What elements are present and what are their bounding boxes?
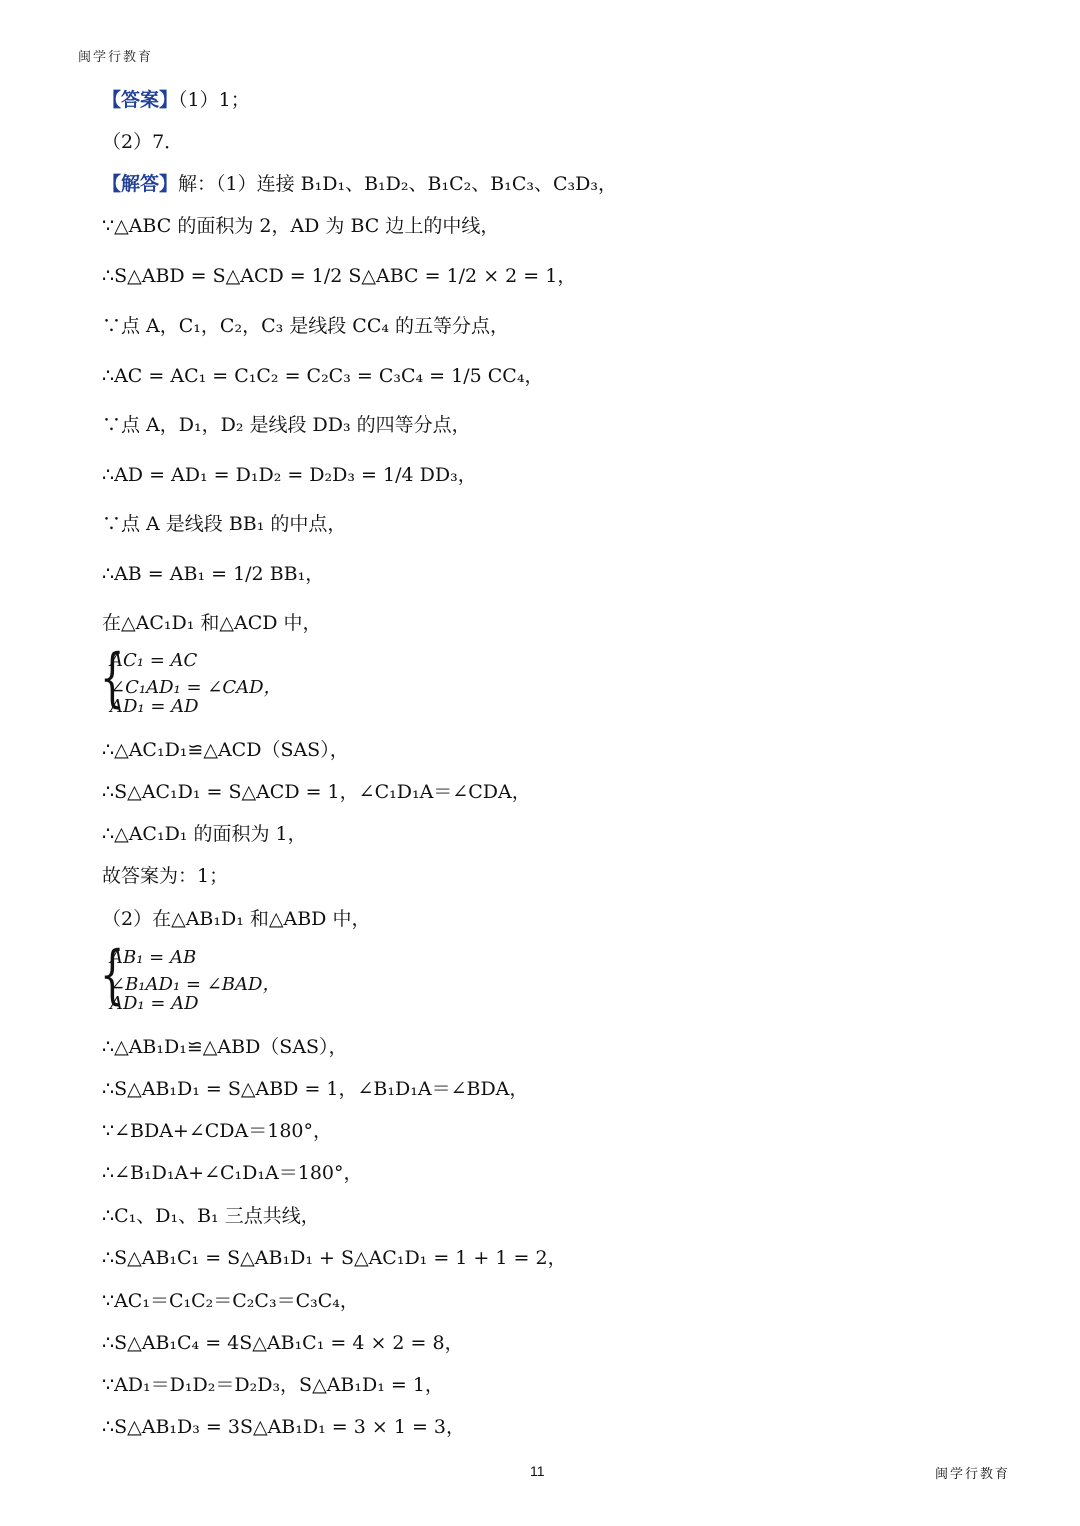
solution-line: ∴△AC₁D₁≌△ACD（SAS）， [102, 739, 349, 761]
solution-line: ∴C₁、D₁、B₁ 三点共线， [102, 1205, 320, 1227]
solution-line: ∴S△AC₁D₁ = S△ACD = 1，∠C₁D₁A＝∠CDA， [102, 781, 531, 803]
solution-line: ∵点 A，D₁，D₂ 是线段 DD₃ 的四等分点， [102, 414, 471, 436]
system-row: AC₁ = AC [110, 650, 198, 671]
answer-tag: 【答案】 [102, 89, 179, 111]
page-number: 11 [530, 1463, 545, 1479]
header-brand: 闽学行教育 [78, 50, 154, 65]
solution-line: ∴S△ABD = S△ACD = 1/2 S△ABC = 1/2 × 2 = 1， [102, 265, 577, 287]
solution-line: ∴AC = AC₁ = C₁C₂ = C₂C₃ = C₃C₄ = 1/5 CC₄， [102, 365, 544, 387]
solution-tag: 【解答】 [102, 173, 179, 195]
solution-intro-text: 解：（1）连接 B₁D₁、B₁D₂、B₁C₂、B₁C₃、C₃D₃， [178, 173, 617, 195]
solution-line: ∵点 A 是线段 BB₁ 的中点， [102, 513, 347, 535]
system-row: AD₁ = AD [110, 993, 199, 1014]
solution-line: ∴AD = AD₁ = D₁D₂ = D₂D₃ = 1/4 DD₃， [102, 464, 477, 486]
solution-line: ∴S△AB₁D₁ = S△ABD = 1，∠B₁D₁A＝∠BDA， [102, 1078, 529, 1100]
solution-line: ∵AD₁＝D₁D₂＝D₂D₃，S△AB₁D₁ = 1， [102, 1374, 444, 1396]
brace-icon: { [100, 641, 125, 715]
system-row: ∠C₁AD₁ = ∠CAD， [110, 677, 282, 698]
answer-part-1: （1）1； [178, 89, 250, 111]
solution-line: ∴S△AB₁C₄ = 4S△AB₁C₁ = 4 × 2 = 8， [102, 1332, 464, 1354]
solution-line: ∴∠B₁D₁A+∠C₁D₁A＝180°， [102, 1162, 363, 1184]
answer-part-2: （2）7． [102, 131, 184, 153]
solution-line: ∴AB = AB₁ = 1/2 BB₁， [102, 563, 325, 585]
solution-line: 在△AC₁D₁ 和△ACD 中， [102, 612, 322, 634]
footer-brand: 闽学行教育 [935, 1467, 1011, 1482]
solution-line: ∵点 A，C₁，C₂，C₃ 是线段 CC₄ 的五等分点， [102, 315, 510, 337]
solution-line: ∴△AB₁D₁≌△ABD（SAS）， [102, 1036, 348, 1058]
solution-line: ∵∠BDA+∠CDA＝180°， [102, 1120, 333, 1142]
solution-line: ∴△AC₁D₁ 的面积为 1， [102, 823, 307, 845]
solution-intro [102, 172, 617, 196]
solution-line: 故答案为：1； [102, 865, 229, 887]
solution-line: ∴S△AB₁D₃ = 3S△AB₁D₁ = 3 × 1 = 3， [102, 1416, 465, 1438]
system-row: AB₁ = AB [110, 947, 197, 968]
solution-line: ∴S△AB₁C₁ = S△AB₁D₁ + S△AC₁D₁ = 1 + 1 = 2， [102, 1247, 567, 1269]
solution-line: ∵AC₁＝C₁C₂＝C₂C₃＝C₃C₄， [102, 1290, 359, 1312]
brace-icon: { [100, 938, 125, 1012]
system-row: AD₁ = AD [110, 696, 199, 717]
solution-line: ∵△ABC 的面积为 2，AD 为 BC 边上的中线， [102, 215, 500, 237]
answer-line-1 [102, 88, 250, 112]
solution-line: （2）在△AB₁D₁ 和△ABD 中， [102, 908, 371, 930]
system-row: ∠B₁AD₁ = ∠BAD， [110, 974, 281, 995]
